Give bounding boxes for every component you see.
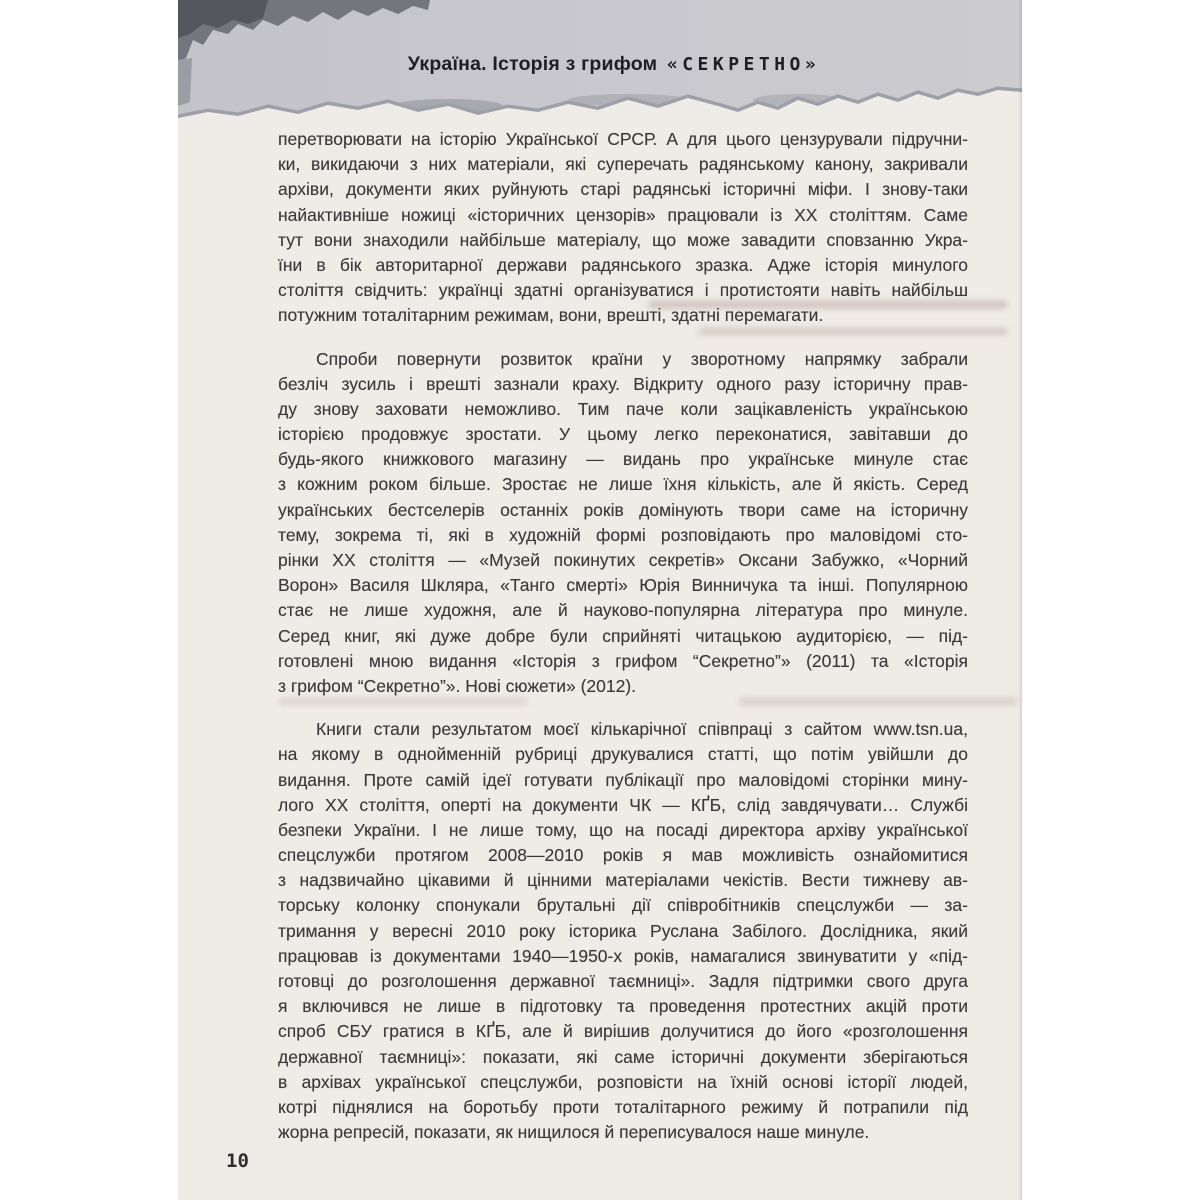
- running-head: [192, 53, 1036, 76]
- text-line: найактивніше ножиці «історичних цензорів» працювали із ХХ століттям. Саме: [278, 204, 968, 225]
- text-line: готовлені мною видання «Історія з грифом “Секретно”» (2011) та «Історія: [278, 650, 968, 671]
- text-line: видання. Проте самій ідеї готувати публікації про маловідомі сторінки мину-: [278, 769, 968, 790]
- text-line: торську колонку спонукали брутальні дії співробітників спецслужби — за-: [278, 895, 968, 916]
- text-line: тему, зокрема ті, які в художній формі розповідають про маловідомі сто-: [278, 524, 968, 545]
- paragraph: [278, 347, 968, 700]
- text-line: Спроби повернути розвиток країни у зворотному напрямку забрали: [316, 348, 968, 369]
- text-line: в архівах української спецслужби, розповісти на їхній основі історії людей,: [278, 1071, 968, 1092]
- text-line: з кожним роком більше. Зростає не лише їхня кількість, але й якість. Серед: [278, 474, 968, 495]
- text-line: рінки ХХ століття — «Музей покинутих секретів» Оксани Забужко, «Чорний: [278, 550, 968, 570]
- text-line: готовці до розголошення державної таємниці». Задля підтримки свого друга: [278, 971, 968, 991]
- text-line: стає не лише художня, але й науково-популярна література про минуле.: [278, 600, 968, 621]
- text-line: лого ХХ століття, оперті на документи ЧК — КҐБ, слід завдячувати… Службі: [278, 794, 968, 815]
- text-line: безпеки України. І не лише тому, що на посаді директора архіву української: [278, 819, 968, 840]
- text-line: тут вони знаходили найбільше матеріалу, що може завадити сповзанню Укра-: [278, 229, 968, 250]
- paragraph: [278, 717, 968, 1145]
- text-line: на якому в однойменній рубриці друкувалися статті, що потім увійшли до: [278, 744, 968, 765]
- text-line: архіви, документи яких руйнують старі радянські історичні міфи. І знову-таки: [278, 179, 968, 200]
- text-line: Книги стали результатом моєї кількарічної співпраці з сайтом www.tsn.ua,: [316, 719, 968, 740]
- text-line: державної таємниці»: показати, які саме історичні документи зберігаються: [278, 1046, 968, 1067]
- text-line: спроб СБУ гратися в КҐБ, але й вирішив долучитися до його «розголошення: [278, 1021, 968, 1042]
- text-line: ки, викидаючи з них матеріали, які суперечать радянському канону, закривали: [278, 154, 968, 175]
- text-line: я включився не лише в підготовку та проведення протестних акцій проти: [278, 996, 968, 1017]
- text-line: Ворон» Василя Шкляра, «Танго смерті» Юрія Винничука та інші. Популярною: [278, 575, 968, 596]
- text-line: їни в бік авторитарної держави радянського зразка. Адже історія минулого: [278, 254, 968, 275]
- running-head-text: Україна. Історія з грифом: [407, 53, 658, 75]
- text-line: історією продовжує зростати. У цьому легко переконатися, завітавши до: [278, 424, 968, 445]
- text-line: котрі піднялися на боротьбу проти тоталітарного режиму й потрапили під: [278, 1096, 968, 1117]
- page-number: 10: [226, 1150, 249, 1172]
- text-line: жорна репресій, показати, як нищилося й переписувалося наше минуле.: [278, 1122, 870, 1143]
- page-edge-shadow: [1018, 0, 1022, 1200]
- text-line: з грифом “Секретно”». Нові сюжети» (2012).: [278, 675, 637, 696]
- text-line: тримання у вересні 2010 року історика Руслана Забілого. Дослідника, який: [278, 920, 968, 941]
- text-line: потужним тоталітарним режимам, вони, врешті, здатні перемагати.: [278, 305, 824, 326]
- text-line: працював із документами 1940—1950-х років, намагалися звинуватити у «під-: [278, 945, 968, 966]
- text-line: ду знову заховати неможливо. Тим паче коли зацікавленість українською: [278, 398, 968, 419]
- scanned-book-page: [178, 0, 1022, 1200]
- text-line: з надзвичайно цікавими й цінними матеріалами чекістів. Вести тижневу ав-: [278, 870, 968, 891]
- running-head-secret: «СЕКРЕТНО»: [666, 54, 821, 75]
- text-line: спецслужби протягом 2008—2010 років я мав можливість ознайомитися: [278, 845, 968, 866]
- text-line: українських бестселерів останніх років домінують твори саме на історичну: [278, 499, 968, 520]
- text-line: Серед книг, які дуже добре були сприйняті читацькою аудиторією, — під-: [278, 625, 968, 646]
- body-text: [278, 127, 968, 1145]
- text-line: безліч зусиль і врешті зазнали краху. Відкриту одного разу історичну прав-: [278, 373, 968, 394]
- text-line: будь-якого книжкового магазину — видань про українське минуле стає: [278, 449, 968, 470]
- paragraph: [278, 127, 968, 329]
- text-line: століття свідчить: українці здатні організуватися і протистояти навіть найбільш: [278, 280, 968, 301]
- text-line: перетворювати на історію Української СРСР. А для цього цензурували підручни-: [278, 129, 968, 149]
